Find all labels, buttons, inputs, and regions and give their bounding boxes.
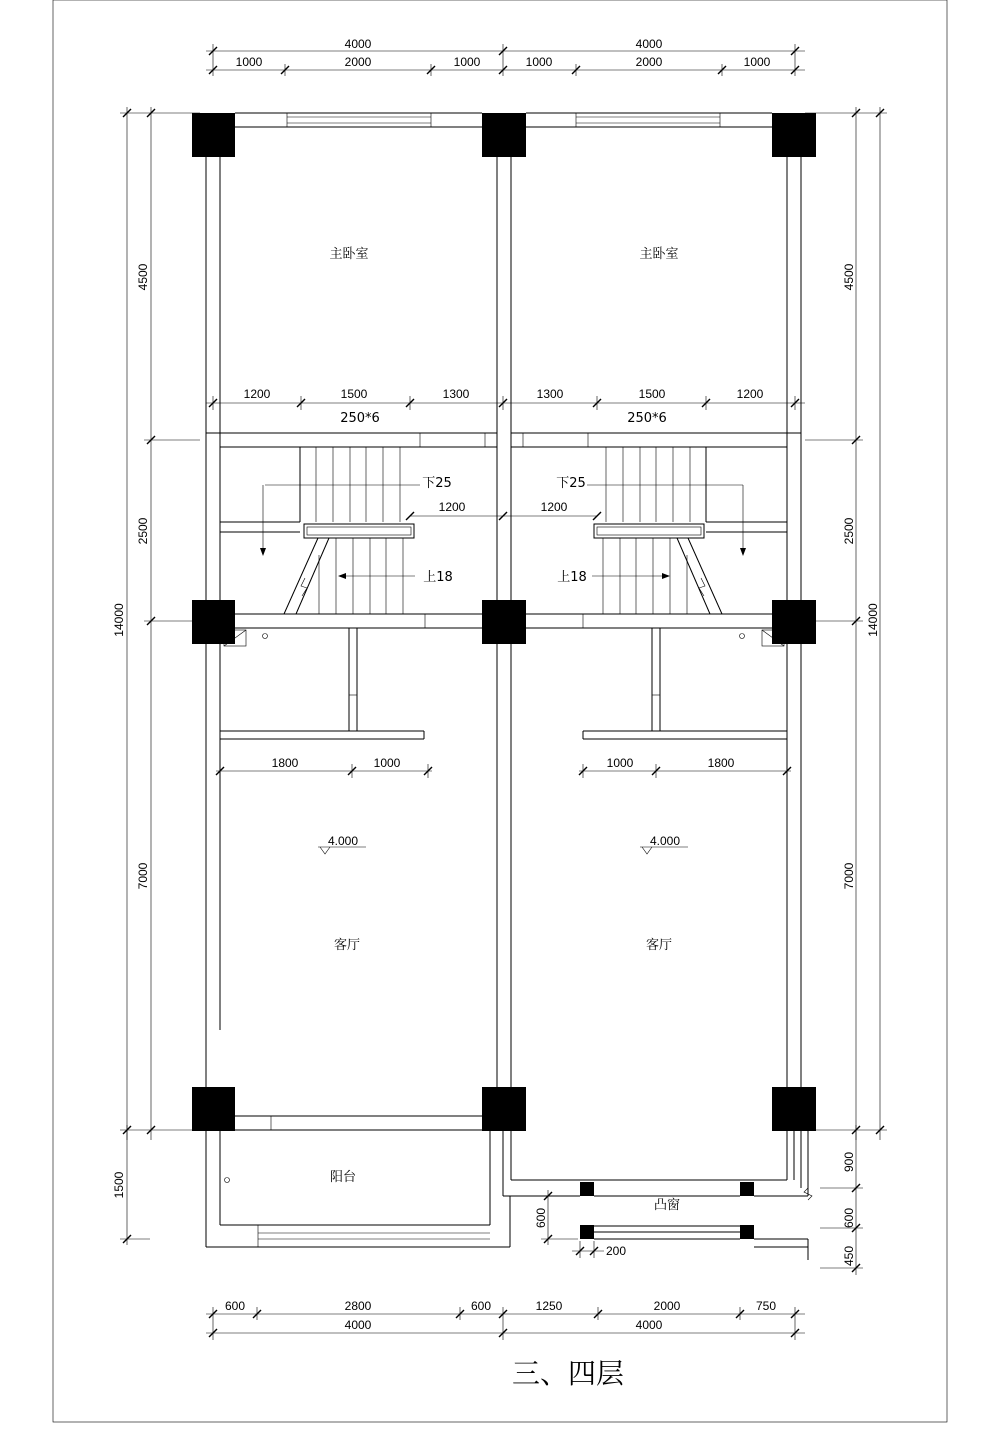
stair-up-right: 上18 (557, 570, 587, 585)
dim-stair-row: 1200 (736, 387, 764, 401)
room-master-bedroom-right: 主卧室 (639, 247, 679, 262)
dim-right-side: 450 (842, 1245, 856, 1267)
dim-top-detail: 1000 (525, 55, 553, 69)
dim-top-detail: 1000 (453, 55, 481, 69)
dim-bottom-detail: 750 (755, 1299, 777, 1313)
dim-mid-right: 1000 (606, 756, 634, 770)
stair-treads-right: 250*6 (627, 411, 667, 426)
dim-top-detail: 1000 (743, 55, 771, 69)
dim-bottom-detail: 2800 (344, 1299, 372, 1313)
room-living-left: 客厅 (333, 938, 361, 953)
dim-stair-row: 1500 (638, 387, 666, 401)
dim-stair-row: 1500 (340, 387, 368, 401)
dim-bottom-detail: 600 (470, 1299, 492, 1313)
dim-left-side: 4500 (136, 263, 150, 291)
dim-right-side: 4500 (842, 263, 856, 291)
dim-right-side: 900 (842, 1151, 856, 1173)
dim-stair-row: 1200 (243, 387, 271, 401)
stair-up-left: 上18 (423, 570, 453, 585)
dim-left-side: 2500 (136, 517, 150, 545)
top-dimensions (206, 44, 805, 76)
stair-right (587, 447, 746, 614)
dim-bottom-total-right: 4000 (635, 1318, 663, 1332)
dim-stair-row: 1300 (536, 387, 564, 401)
elevation-right: 4.000 (649, 834, 681, 848)
sheet-frame (53, 0, 947, 1422)
dim-top-detail: 1000 (235, 55, 263, 69)
dim-right-side: 2500 (842, 517, 856, 545)
room-bay-window: 凸窗 (653, 1198, 681, 1213)
stair-landing-right: 1200 (540, 500, 568, 514)
dim-top-detail: 2000 (635, 55, 663, 69)
dim-right-total: 14000 (866, 603, 880, 637)
stair-landing-left: 1200 (438, 500, 466, 514)
dim-left-side: 7000 (136, 862, 150, 890)
room-living-right: 客厅 (645, 938, 673, 953)
elevation-markers (318, 847, 688, 854)
dim-bottom-detail: 2000 (653, 1299, 681, 1313)
dim-left-side: 1500 (112, 1171, 126, 1199)
stair-down-left: 下25 (422, 476, 452, 491)
dim-bay-wall: 200 (605, 1244, 627, 1258)
dim-stair-row: 1300 (442, 387, 470, 401)
columns (192, 113, 816, 1239)
stair-dimensions (206, 396, 805, 520)
dim-right-side: 7000 (842, 862, 856, 890)
dim-mid-left: 1000 (373, 756, 401, 770)
dim-right-side: 600 (842, 1207, 856, 1229)
mid-dimensions (216, 764, 791, 778)
dim-top-detail: 2000 (344, 55, 372, 69)
dim-top-total-left: 4000 (344, 37, 372, 51)
bay-dimensions (541, 1190, 604, 1258)
dim-top-total-right: 4000 (635, 37, 663, 51)
dim-bottom-detail: 600 (224, 1299, 246, 1313)
elevation-left: 4.000 (327, 834, 359, 848)
stair-treads-left: 250*6 (340, 411, 380, 426)
stair-left (260, 447, 420, 614)
dim-bottom-total-left: 4000 (344, 1318, 372, 1332)
dim-mid-left: 1800 (271, 756, 299, 770)
dim-bottom-detail: 1250 (535, 1299, 563, 1313)
room-balcony: 阳台 (329, 1170, 357, 1185)
drawing-title: 三、四层 (511, 1357, 625, 1390)
left-dimensions (120, 107, 200, 1245)
room-master-bedroom-left: 主卧室 (329, 247, 369, 262)
dim-bay-depth: 600 (534, 1207, 548, 1229)
dim-left-total: 14000 (112, 603, 126, 637)
stair-down-right: 下25 (556, 476, 586, 491)
bottom-dimensions (206, 1307, 805, 1340)
dim-mid-right: 1800 (707, 756, 735, 770)
